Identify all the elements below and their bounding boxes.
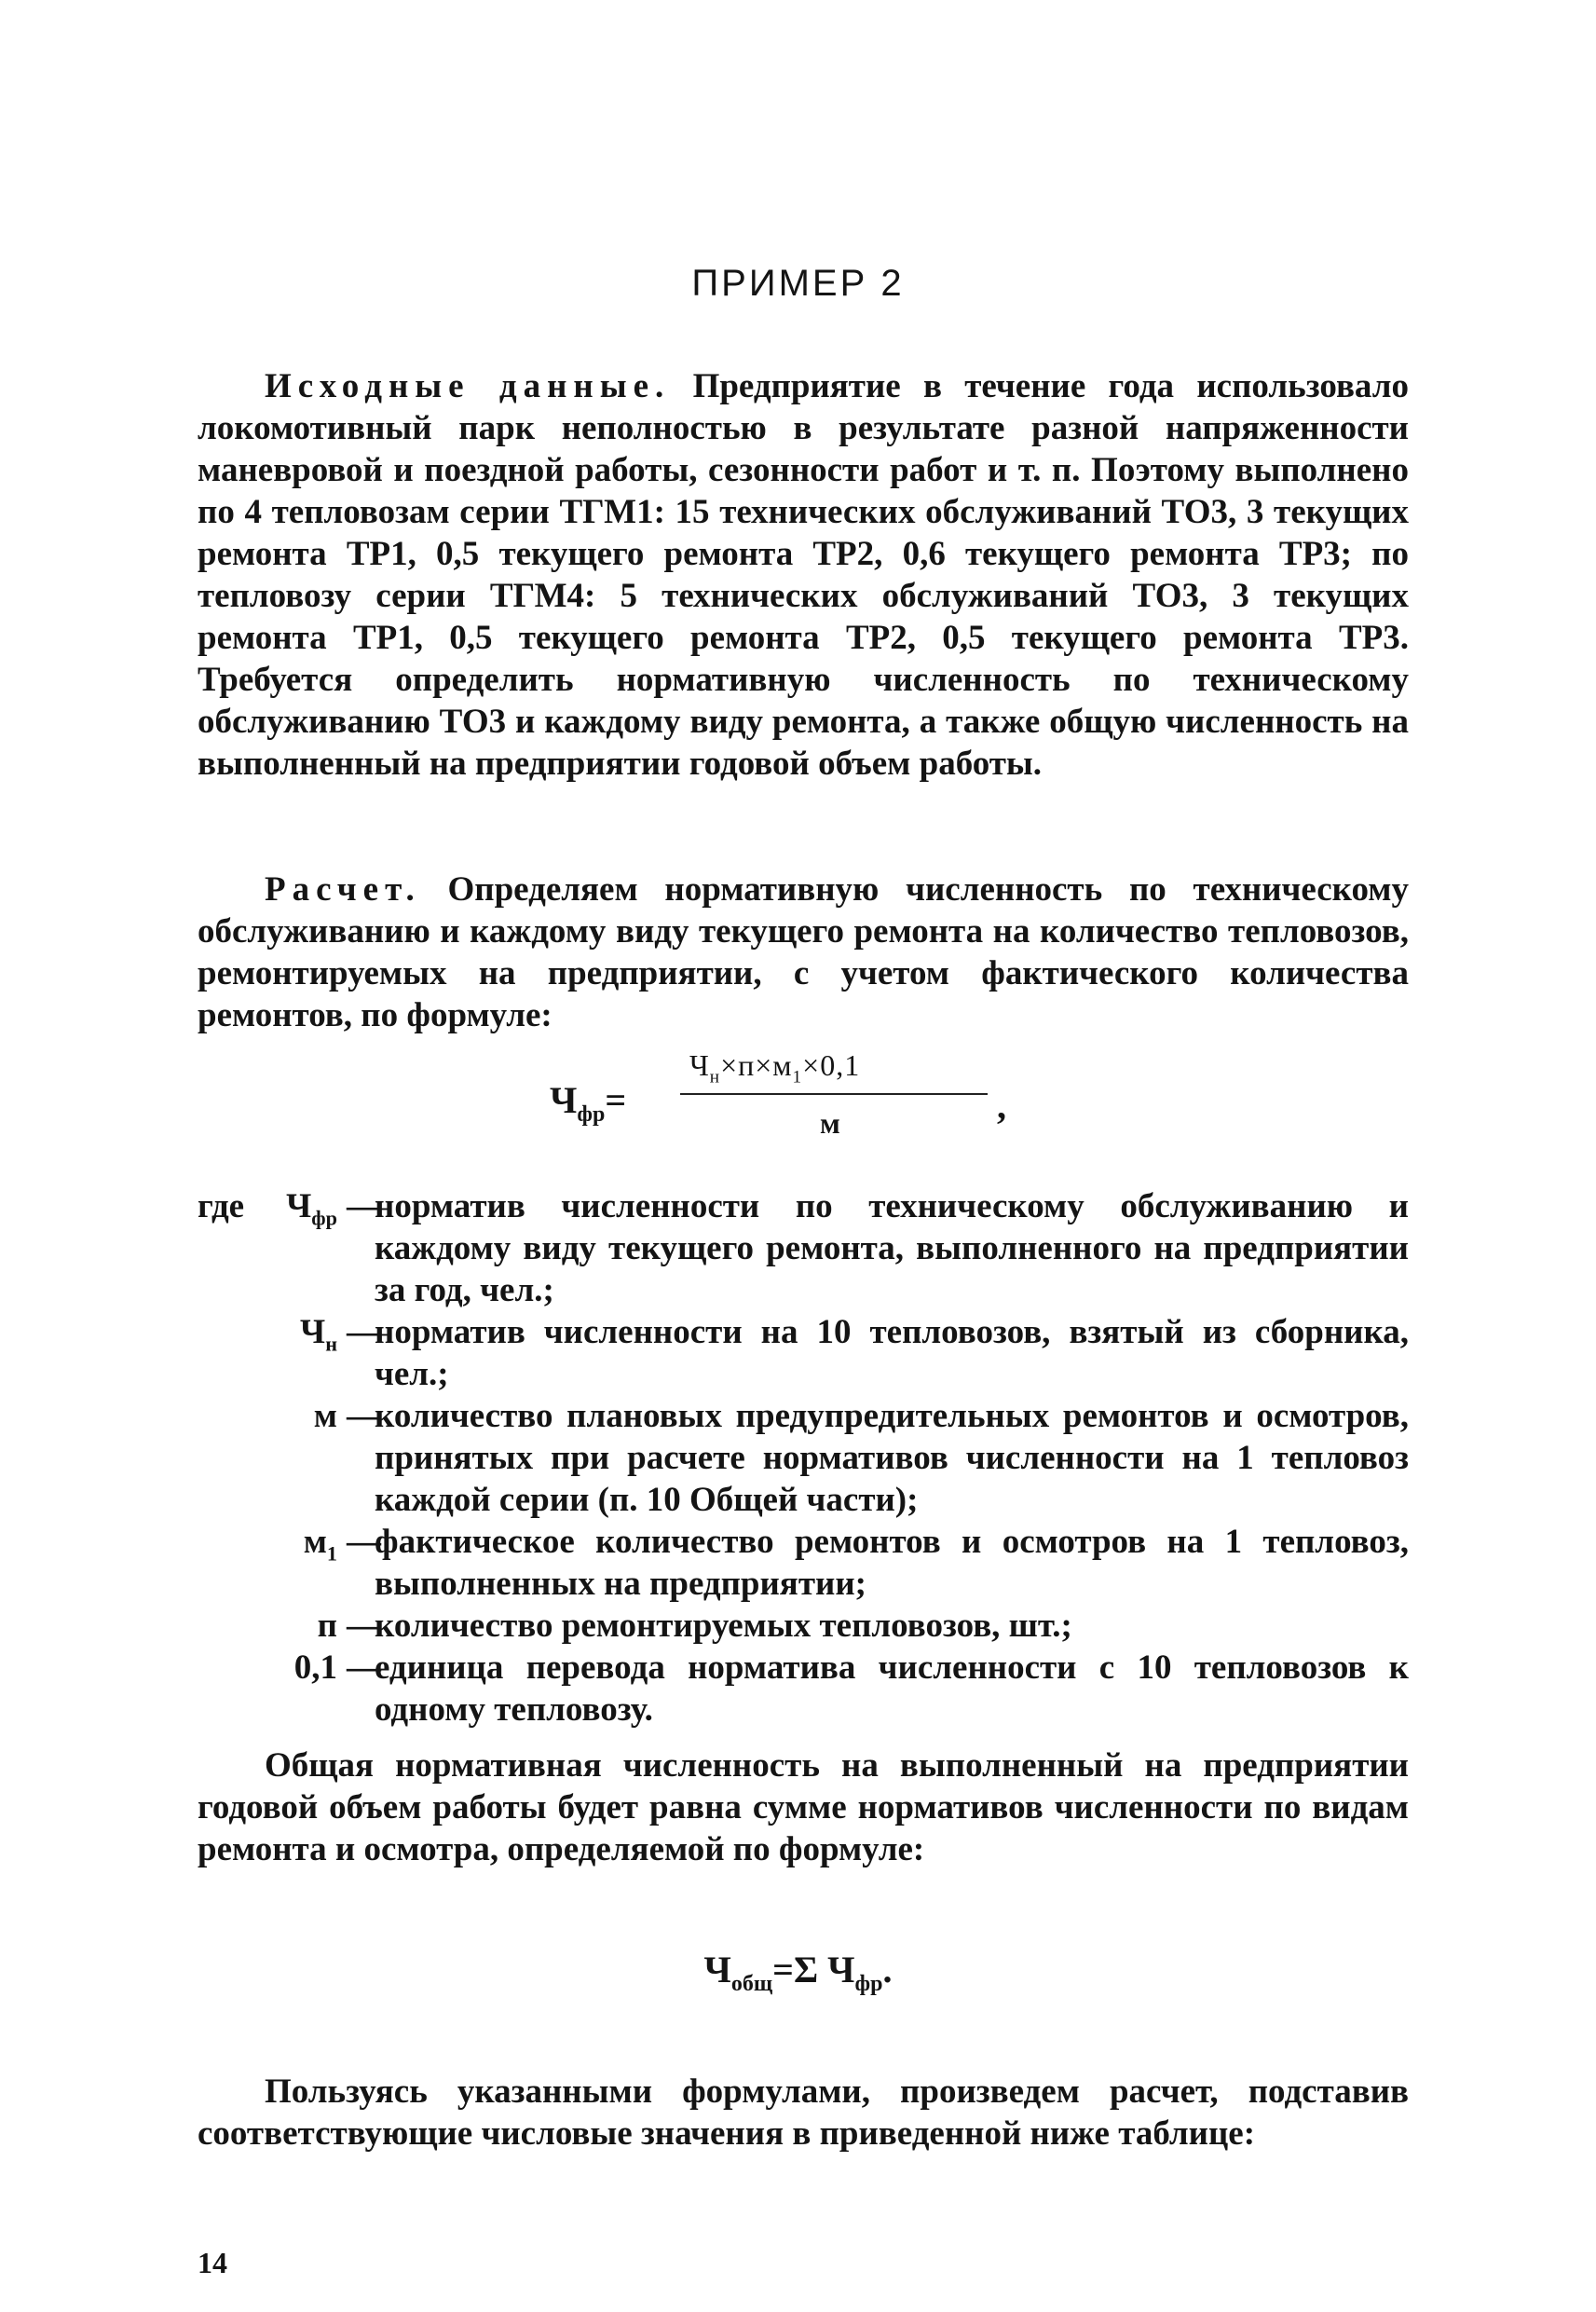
definition-text: норматив численности по техническому обслуживанию и каждому виду текущего ремонта, выполненного на предприятии за год, чел.; [375,1187,1409,1309]
total-text: Общая нормативная численность на выполненный на предприятии годовой объем работы будет равна сумме нормативов численности по видам ремонта и осмотра, определяемой по формуле: [198,1746,1409,1868]
formula1-comma: , [997,1085,1006,1127]
definition-dash: — [347,1648,381,1687]
definition-item [198,1647,1409,1731]
total-paragraph [198,1744,1409,1870]
formula1-lhs: $Ч_{фр}=$ [550,1079,627,1127]
definition-item [198,1311,1409,1395]
definition-item [198,1395,1409,1521]
definition-symbol: м [313,1397,337,1435]
definition-item [198,1185,1409,1311]
definition-symbol: 0,1 [293,1648,337,1687]
formula-norm-per-repair [550,1048,1006,1160]
page-title: ПРИМЕР 2 [691,263,905,304]
definition-symbol: $Ч_{фр}$ [286,1187,337,1230]
intro-paragraph [198,365,1409,785]
fraction-bar [680,1093,988,1095]
definition-symbol: $м_1$ [303,1523,337,1566]
calc-heading: Расчет. [265,870,421,909]
definition-item [198,1521,1409,1605]
definition-text: количество ремонтируемых тепловозов, шт.; [375,1607,1072,1645]
formula1-denominator: м [820,1106,840,1140]
page-number: 14 [198,2246,227,2279]
definition-dash: — [347,1187,381,1225]
definition-symbol: $Ч_н$ [300,1313,337,1356]
closing-paragraph [198,2071,1409,2155]
definitions-list [198,1185,1409,1731]
formula1-numerator: $Ч_н\times п\times м_1\times 0,1$ [689,1048,861,1088]
definition-dash: — [347,1523,381,1561]
definition-symbol: п [317,1607,337,1645]
definition-dash: — [347,1313,381,1351]
definition-text: количество плановых предупредительных ремонтов и осмотров, принятых при расчете нормативов численности на 1 тепловоз каждой серии (п. 10 Общей части); [375,1397,1409,1519]
definition-text: фактическое количество ремонтов и осмотров на 1 тепловоз, выполненных на предприятии; [375,1523,1409,1603]
intro-text: Предприятие в течение года использовало локомотивный парк неполностью в результате разной напряженности маневровой и поездной работы, сезонности работ и т. п. Поэтому выполнено по 4 тепловозам серии ТГМ1: 15 технических обслуживаний ТО3, 3 текущих ремонта ТР1, 0,5 текущего ремонта ТР2, 0,6 текущего ремонта ТР3; по тепловозу серии ТГМ4: 5 технических обслуживаний ТО3, 3 текущих ремонта ТР1, 0,5 текущего ремонта ТР2, 0,5 текущего ремонта ТР3. Требуется определить нормативную численность по техническому обслуживанию ТО3 и каждому виду ремонта, а также общую численность на выполненный на предприятии годовой объем работы. [198,367,1410,783]
closing-text: Пользуясь указанными формулами, произведем расчет, подставив соответствующие числовые значения в приведенной ниже таблице: [198,2073,1409,2153]
definition-dash: — [347,1607,381,1645]
definition-item [198,1605,1409,1647]
definition-dash: — [347,1397,381,1435]
definition-text: единица перевода норматива численности с 10 тепловозов к одному тепловозу. [375,1648,1409,1729]
intro-heading: Исходные данные. [265,367,671,405]
calc-paragraph [198,869,1409,1036]
definition-text: норматив численности на 10 тепловозов, взятый из сборника, чел.; [375,1313,1409,1393]
formula-total: $Ч_{общ}=\Sigma$ $Ч_{фр}$. [703,1949,893,1996]
definition-prefix: где [198,1187,245,1225]
calc-text: Определяем нормативную численность по техническому обслуживанию и каждому виду текущего ремонта на количество тепловозов, ремонтируемых на предприятии, с учетом фактического количества ремонтов, по формуле: [198,870,1410,1034]
